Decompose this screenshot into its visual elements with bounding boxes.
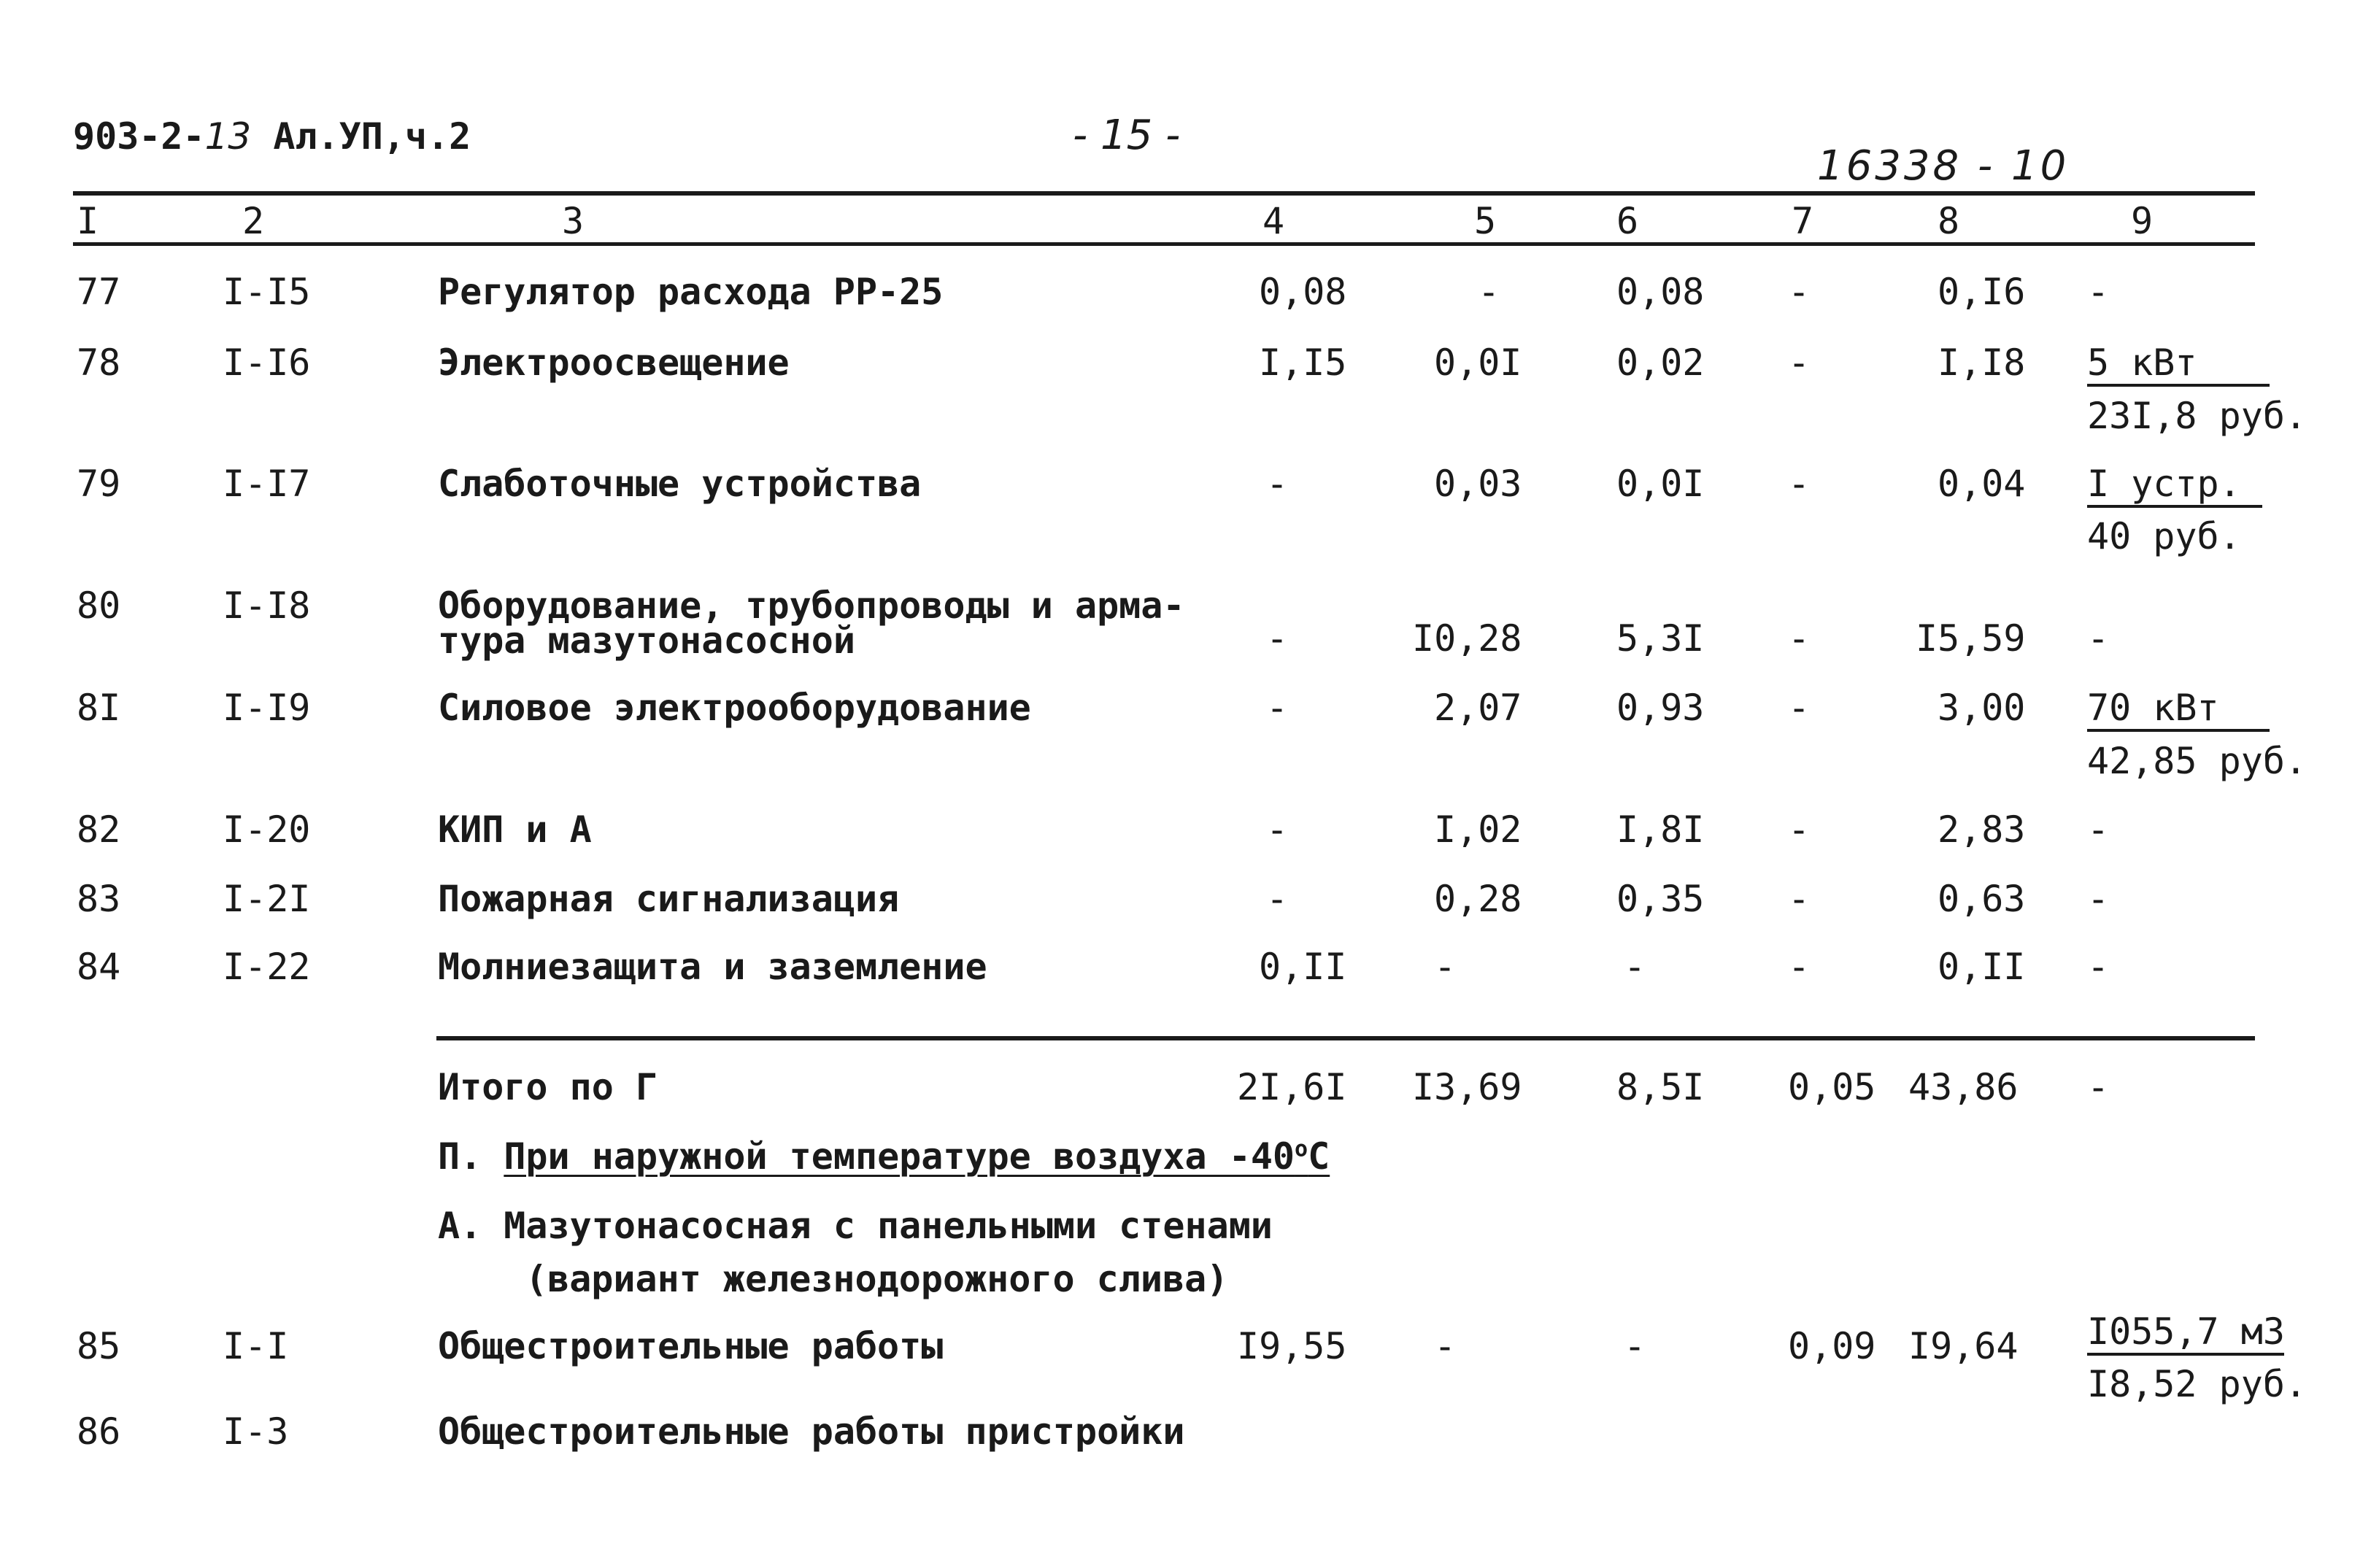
row-code: I-I8 bbox=[223, 584, 311, 627]
cell-c9-top: I устр. bbox=[2087, 466, 2262, 508]
cell-c9-top: 5 кВт bbox=[2087, 344, 2270, 387]
cell-c9-bottom: 42,85 руб. bbox=[2087, 740, 2308, 782]
doc-code-suffix: Ал.УП,ч.2 bbox=[251, 115, 471, 158]
row-name: Регулятор расхода РР-25 bbox=[438, 271, 944, 313]
total-c6: 8,5I bbox=[1616, 1066, 1705, 1108]
total-label: Итого по Г bbox=[438, 1066, 658, 1108]
cell-c9-top: I055,7 м3 bbox=[2087, 1313, 2284, 1356]
row-number: 8I bbox=[77, 687, 121, 729]
row-code: I-2I bbox=[223, 878, 311, 920]
cell-c7: - bbox=[1788, 946, 1811, 988]
row-name: Электроосвещение bbox=[438, 341, 790, 384]
cell-c4: 0,II bbox=[1259, 946, 1347, 988]
row-name-continued: тура мазутонасосной bbox=[438, 619, 855, 662]
cell-c7: 0,09 bbox=[1788, 1325, 1876, 1367]
cell-c8: I5,59 bbox=[1916, 617, 2026, 660]
cell-c9: - bbox=[2087, 271, 2110, 313]
cell-c4: - bbox=[1266, 687, 1289, 729]
col-header-8: 8 bbox=[1938, 200, 1960, 242]
row-number: 77 bbox=[77, 271, 121, 313]
cell-c5: - bbox=[1434, 1325, 1457, 1367]
section-prefix: П. bbox=[438, 1135, 482, 1178]
cell-c9-top: 70 кВт bbox=[2087, 690, 2270, 732]
col-header-3: 3 bbox=[562, 200, 585, 242]
cell-c6: - bbox=[1624, 1325, 1646, 1367]
row-name: КИП и А bbox=[438, 808, 592, 851]
cell-c5: - bbox=[1434, 946, 1457, 988]
row-code: I-I bbox=[223, 1325, 289, 1367]
cell-c7: - bbox=[1788, 687, 1811, 729]
row-number: 85 bbox=[77, 1325, 121, 1367]
cell-c6: 0,0I bbox=[1616, 463, 1705, 505]
row-name: Силовое электрооборудование bbox=[438, 687, 1031, 729]
stamp-number: 16338 - 10 bbox=[1817, 142, 2070, 190]
cell-c4: - bbox=[1266, 878, 1289, 920]
header-bottom-rule bbox=[73, 242, 2255, 246]
cell-c5: 0,0I bbox=[1434, 341, 1522, 384]
total-c4: 2I,6I bbox=[1237, 1066, 1347, 1108]
total-c8: 43,86 bbox=[1908, 1066, 2019, 1108]
cell-c5: 0,28 bbox=[1434, 878, 1522, 920]
cell-c9: - bbox=[2087, 617, 2110, 660]
cell-c9-bottom: 23I,8 руб. bbox=[2087, 395, 2308, 437]
cell-c4: 0,08 bbox=[1259, 271, 1347, 313]
row-code: I-I9 bbox=[223, 687, 311, 729]
total-c9: - bbox=[2087, 1066, 2110, 1108]
row-name: Общестроительные работы пристройки bbox=[438, 1410, 1185, 1453]
row-name: Молниезащита и заземление bbox=[438, 946, 987, 988]
row-number: 83 bbox=[77, 878, 121, 920]
cell-c7: - bbox=[1788, 271, 1811, 313]
col-header-1: I bbox=[77, 200, 99, 242]
header-top-rule bbox=[73, 191, 2255, 196]
cell-c4: I,I5 bbox=[1259, 341, 1347, 384]
cell-c8: 0,63 bbox=[1938, 878, 2026, 920]
doc-code-prefix: 903-2- bbox=[73, 115, 205, 158]
cell-c9-bottom: 40 руб. bbox=[2087, 515, 2241, 557]
row-name: Слаботочные устройства bbox=[438, 463, 922, 505]
col-header-9: 9 bbox=[2131, 200, 2154, 242]
cell-c4: - bbox=[1266, 617, 1289, 660]
row-name: Пожарная сигнализация bbox=[438, 878, 900, 920]
row-name: Оборудование, трубопроводы и арма- bbox=[438, 584, 1185, 627]
row-number: 82 bbox=[77, 808, 121, 851]
total-c5: I3,69 bbox=[1412, 1066, 1522, 1108]
cell-c5: I,02 bbox=[1434, 808, 1522, 851]
degree-sign: о bbox=[1295, 1136, 1308, 1162]
cell-c4: - bbox=[1266, 808, 1289, 851]
col-header-5: 5 bbox=[1474, 200, 1497, 242]
cell-c5: 2,07 bbox=[1434, 687, 1522, 729]
cell-c7: - bbox=[1788, 617, 1811, 660]
cell-c6: 0,08 bbox=[1616, 271, 1705, 313]
cell-c4: - bbox=[1266, 463, 1289, 505]
subsection-heading-line2: (вариант железнодорожного слива) bbox=[525, 1258, 1229, 1300]
cell-c6: I,8I bbox=[1616, 808, 1705, 851]
row-code: I-I5 bbox=[223, 271, 311, 313]
section-title-text: При наружной температуре воздуха -40 bbox=[504, 1135, 1295, 1178]
row-name: Общестроительные работы bbox=[438, 1325, 944, 1367]
col-header-6: 6 bbox=[1616, 200, 1639, 242]
cell-c8: 0,04 bbox=[1938, 463, 2026, 505]
cell-c6: 0,93 bbox=[1616, 687, 1705, 729]
col-header-4: 4 bbox=[1262, 200, 1285, 242]
cell-c7: - bbox=[1788, 341, 1811, 384]
section-heading bbox=[438, 1135, 1330, 1178]
cell-c6: 0,02 bbox=[1616, 341, 1705, 384]
cell-c6: - bbox=[1624, 946, 1646, 988]
cell-c8: I9,64 bbox=[1908, 1325, 2019, 1367]
cell-c6: 5,3I bbox=[1616, 617, 1705, 660]
row-number: 84 bbox=[77, 946, 121, 988]
cell-c7: - bbox=[1788, 878, 1811, 920]
document-code bbox=[73, 115, 471, 158]
section-title bbox=[504, 1135, 1330, 1178]
cell-c8: 0,II bbox=[1938, 946, 2026, 988]
total-rule bbox=[436, 1036, 2255, 1040]
row-code: I-I7 bbox=[223, 463, 311, 505]
cell-c4: I9,55 bbox=[1237, 1325, 1347, 1367]
page-number: - 15 - bbox=[1073, 112, 1181, 159]
row-number: 86 bbox=[77, 1410, 121, 1453]
col-header-7: 7 bbox=[1792, 200, 1814, 242]
row-number: 80 bbox=[77, 584, 121, 627]
doc-code-handwritten: 13 bbox=[204, 115, 252, 158]
cell-c7: - bbox=[1788, 463, 1811, 505]
cell-c9: - bbox=[2087, 808, 2110, 851]
cell-c8: 0,I6 bbox=[1938, 271, 2026, 313]
cell-c5: 0,03 bbox=[1434, 463, 1522, 505]
cell-c5: - bbox=[1478, 271, 1500, 313]
cell-c8: 2,83 bbox=[1938, 808, 2026, 851]
cell-c9: - bbox=[2087, 946, 2110, 988]
cell-c6: 0,35 bbox=[1616, 878, 1705, 920]
col-header-2: 2 bbox=[242, 200, 265, 242]
subsection-heading-line1: А. Мазутонасосная с панельными стенами bbox=[438, 1205, 1273, 1247]
row-code: I-22 bbox=[223, 946, 311, 988]
section-unit: С bbox=[1308, 1135, 1330, 1178]
cell-c9-bottom: I8,52 руб. bbox=[2087, 1363, 2308, 1405]
cell-c7: - bbox=[1788, 808, 1811, 851]
cell-c9: - bbox=[2087, 878, 2110, 920]
row-number: 78 bbox=[77, 341, 121, 384]
total-c7: 0,05 bbox=[1788, 1066, 1876, 1108]
cell-c5: I0,28 bbox=[1412, 617, 1522, 660]
row-code: I-3 bbox=[223, 1410, 289, 1453]
row-code: I-I6 bbox=[223, 341, 311, 384]
row-code: I-20 bbox=[223, 808, 311, 851]
cell-c8: I,I8 bbox=[1938, 341, 2026, 384]
cell-c8: 3,00 bbox=[1938, 687, 2026, 729]
row-number: 79 bbox=[77, 463, 121, 505]
